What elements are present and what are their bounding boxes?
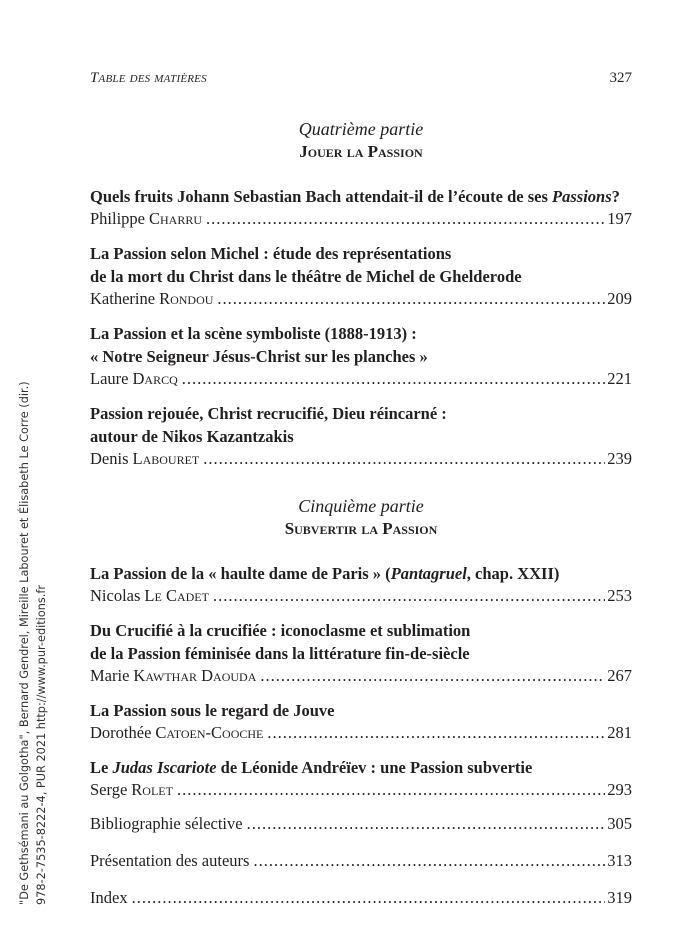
entry-title-line xyxy=(90,402,632,425)
dot-leader xyxy=(177,779,605,800)
entry-author-line xyxy=(90,665,632,686)
dot-leader xyxy=(260,665,605,686)
part-label: Quatrième partie xyxy=(298,119,424,139)
page-number: 327 xyxy=(609,70,632,86)
dot-leader xyxy=(182,368,606,389)
entry-title-italic: Judas Iscariote xyxy=(112,758,217,777)
author-first-name: Dorothée xyxy=(90,723,152,742)
dot-leader xyxy=(217,288,605,309)
entry-author-line xyxy=(90,288,632,309)
dot-leader xyxy=(247,813,606,834)
author-first-name: Marie xyxy=(90,666,130,685)
entry-title-text: Le xyxy=(90,758,113,777)
author-last-name: Kawthar Daouda xyxy=(133,666,257,685)
entry-title-line xyxy=(90,425,632,448)
entry-page-number: 253 xyxy=(607,586,632,605)
entry-title-text: ? xyxy=(611,187,620,206)
author-last-name: Le Cadet xyxy=(144,586,209,605)
back-matter-label: Bibliographie sélective xyxy=(90,814,243,833)
side-note-line-1: "De Gethsémani au Golgotha", Bernard Gendrel, Mireille Labouret et Élisabeth Le Corre (dir.) xyxy=(18,381,31,905)
entry-title-line xyxy=(90,242,632,265)
entry-title-line xyxy=(90,699,632,722)
back-matter-entry[interactable] xyxy=(90,850,632,871)
toc-entry[interactable] xyxy=(90,699,632,743)
back-matter-page: 305 xyxy=(607,814,632,833)
table-of-contents xyxy=(90,118,632,924)
entry-title-text: autour de Nikos Kazantzakis xyxy=(90,427,294,446)
toc-entry[interactable] xyxy=(90,619,632,686)
entry-title-text: Quels fruits Johann Sebastian Bach attendait-il de l’écoute de ses xyxy=(90,187,553,206)
author-last-name: Catoen-Cooche xyxy=(155,723,264,742)
running-title: Table des matières xyxy=(90,70,207,86)
part-heading xyxy=(90,118,632,163)
part-heading xyxy=(90,495,632,540)
side-note-line-2: 978-2-7535-8222-4, PUR 2021 http://www.pur-editions.fr xyxy=(35,585,48,905)
entry-page-number: 281 xyxy=(607,723,632,742)
copyright-side-note xyxy=(16,381,50,905)
entry-title-text: de la Passion féminisée dans la littérature fin-de-siècle xyxy=(90,644,470,663)
entry-author-line xyxy=(90,448,632,469)
entry-title-line xyxy=(90,265,632,288)
author-last-name: Labouret xyxy=(132,449,200,468)
author-first-name: Philippe xyxy=(90,209,146,228)
dot-leader xyxy=(253,850,605,871)
entry-title-line xyxy=(90,642,632,665)
entry-page-number: 267 xyxy=(607,666,632,685)
entry-page-number: 221 xyxy=(607,369,632,388)
entry-page-number: 197 xyxy=(607,209,632,228)
part-label: Cinquième partie xyxy=(298,496,424,516)
dot-leader xyxy=(206,208,605,229)
toc-entry[interactable] xyxy=(90,402,632,469)
author-last-name: Darcq xyxy=(132,369,178,388)
entry-title-text: , chap. XXII) xyxy=(466,564,560,583)
toc-entry[interactable] xyxy=(90,756,632,800)
dot-leader xyxy=(267,722,605,743)
entry-title-italic: Passions xyxy=(552,187,612,206)
author-first-name: Katherine xyxy=(90,289,156,308)
part-title: Jouer la Passion xyxy=(299,142,423,161)
running-header xyxy=(90,70,632,87)
entry-page-number: 239 xyxy=(607,449,632,468)
back-matter-label: Présentation des auteurs xyxy=(90,851,250,870)
toc-entry[interactable] xyxy=(90,322,632,389)
back-matter-entry[interactable] xyxy=(90,887,632,908)
entry-title-text: La Passion de la « haulte dame de Paris » ( xyxy=(90,564,391,583)
entry-title-text: de la mort du Christ dans le théâtre de Michel de Ghelderode xyxy=(90,267,522,286)
author-last-name: Rolet xyxy=(131,780,173,799)
dot-leader xyxy=(213,585,605,606)
back-matter-label: Index xyxy=(90,888,128,907)
entry-title-text: La Passion et la scène symboliste (1888-1913) : xyxy=(90,324,417,343)
toc-entry[interactable] xyxy=(90,562,632,606)
entry-author-line xyxy=(90,585,632,606)
entry-title-line xyxy=(90,345,632,368)
author-first-name: Laure xyxy=(90,369,129,388)
entry-page-number: 293 xyxy=(607,780,632,799)
author-last-name: Charru xyxy=(149,209,203,228)
entry-title-line xyxy=(90,756,632,779)
back-matter-page: 319 xyxy=(607,888,632,907)
entry-author-line xyxy=(90,779,632,800)
entry-page-number: 209 xyxy=(607,289,632,308)
entry-title-line xyxy=(90,562,632,585)
author-first-name: Denis xyxy=(90,449,129,468)
part-title: Subvertir la Passion xyxy=(284,519,438,538)
entry-title-italic: Pantagruel xyxy=(390,564,467,583)
back-matter-entry[interactable] xyxy=(90,813,632,834)
toc-entry[interactable] xyxy=(90,185,632,229)
entry-title-text: de Léonide Andréïev : une Passion subvertie xyxy=(216,758,533,777)
entry-author-line xyxy=(90,368,632,389)
entry-author-line xyxy=(90,722,632,743)
dot-leader xyxy=(132,887,606,908)
toc-entry[interactable] xyxy=(90,242,632,309)
entry-title-line xyxy=(90,322,632,345)
entry-author-line xyxy=(90,208,632,229)
entry-title-text: La Passion sous le regard de Jouve xyxy=(90,701,335,720)
author-first-name: Serge xyxy=(90,780,128,799)
entry-title-text: Passion rejouée, Christ recrucifié, Dieu réincarné : xyxy=(90,404,447,423)
dot-leader xyxy=(203,448,605,469)
author-last-name: Rondou xyxy=(159,289,214,308)
author-first-name: Nicolas xyxy=(90,586,141,605)
entry-title-text: « Notre Seigneur Jésus-Christ sur les planches » xyxy=(90,347,428,366)
back-matter-page: 313 xyxy=(607,851,632,870)
entry-title-text: Du Crucifié à la crucifiée : iconoclasme et sublimation xyxy=(90,621,471,640)
entry-title-line xyxy=(90,619,632,642)
entry-title-line xyxy=(90,185,632,208)
entry-title-text: La Passion selon Michel : étude des représentations xyxy=(90,244,452,263)
